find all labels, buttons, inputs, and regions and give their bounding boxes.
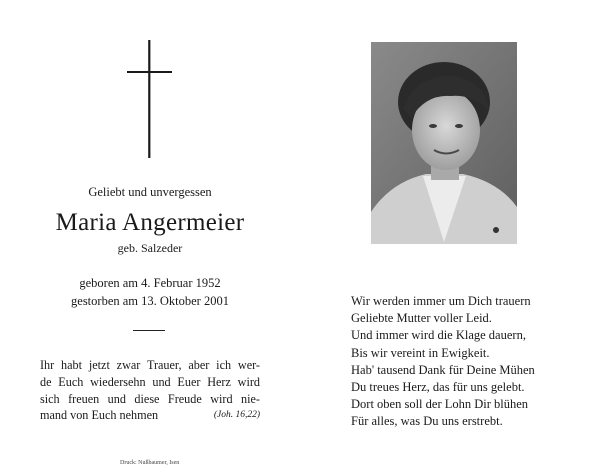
portrait-image (371, 42, 517, 244)
poem-line: Geliebte Mutter voller Leid. (351, 311, 492, 326)
poem-line: Du treues Herz, das für uns gelebt. (351, 380, 525, 395)
portrait-photo (371, 42, 517, 244)
poem-line: Wir werden immer um Dich trauern (351, 294, 531, 308)
verse-line: de Euch wiedersehn und Euer Herz wird (40, 374, 260, 389)
bible-verse (40, 357, 260, 424)
cross-icon (127, 40, 172, 158)
death-date: gestorben am 13. Oktober 2001 (71, 294, 229, 308)
divider-line (133, 330, 165, 331)
birth-date: geboren am 4. Februar 1952 (79, 276, 221, 290)
poem-line: Und immer wird die Klage dauern, (351, 328, 526, 343)
verse-reference: (Joh. 16,22) (213, 410, 260, 421)
poem-line: Hab' tausend Dank für Deine Mühen (351, 362, 535, 377)
right-panel (300, 0, 600, 471)
deceased-name: Maria Angermeier (55, 209, 245, 236)
life-dates (0, 274, 300, 310)
verse-line: sich freuen und diese Freude wird nie- (40, 391, 260, 406)
memorial-poem (351, 293, 591, 431)
verse-line: Ihr habt jetzt zwar Trauer, aber ich wer- (40, 358, 260, 372)
memorial-subtitle: Geliebt und unvergessen (88, 185, 212, 199)
printer-credit: Druck: Nußbaumer, Isen (120, 460, 180, 466)
maiden-name: geb. Salzeder (117, 241, 183, 255)
poem-line: Dort oben soll der Lohn Dir blühen (351, 397, 529, 412)
verse-last-line (40, 407, 260, 424)
poem-line: Für alles, was Du uns erstrebt. (351, 414, 503, 429)
verse-line: mand von Euch nehmen (40, 408, 159, 423)
poem-line: Bis wir vereint in Ewigkeit. (351, 345, 490, 360)
